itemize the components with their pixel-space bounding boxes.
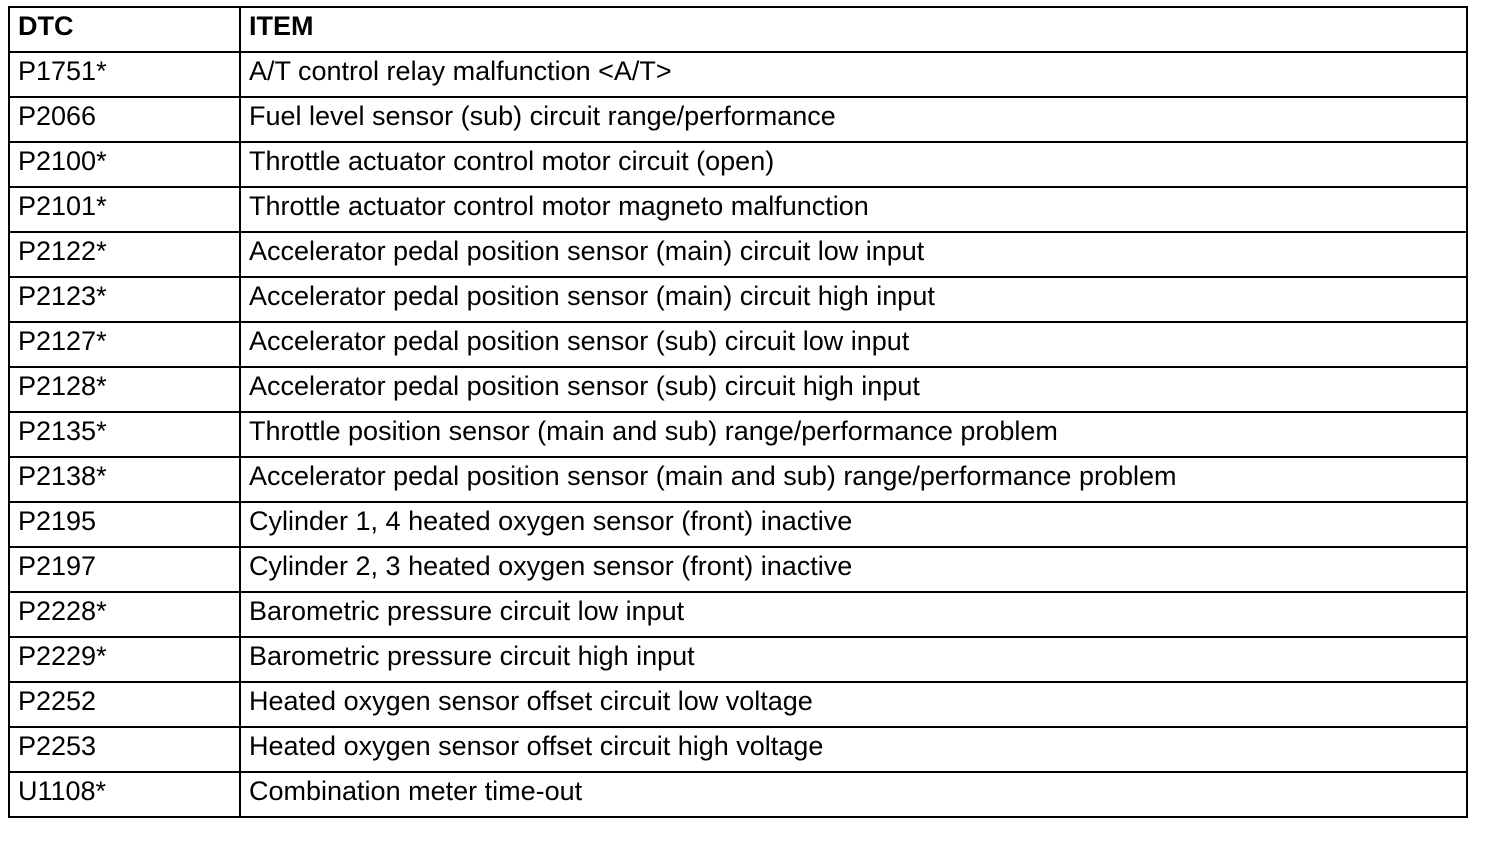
table-row [9, 637, 1467, 682]
table-row [9, 682, 1467, 727]
item-description-cell: Accelerator pedal position sensor (sub) circuit high input [240, 367, 1467, 412]
dtc-code-cell: P2066 [9, 97, 240, 142]
item-description-cell: Heated oxygen sensor offset circuit high voltage [240, 727, 1467, 772]
dtc-table [8, 6, 1468, 818]
dtc-code-cell: P2123* [9, 277, 240, 322]
column-header-item: ITEM [240, 7, 1467, 52]
dtc-code-cell: P1751* [9, 52, 240, 97]
dtc-code-cell: P2128* [9, 367, 240, 412]
dtc-code-cell: U1108* [9, 772, 240, 817]
item-description-cell: Throttle position sensor (main and sub) range/performance problem [240, 412, 1467, 457]
item-description-cell: A/T control relay malfunction <A/T> [240, 52, 1467, 97]
table-header-row [9, 7, 1467, 52]
table-row [9, 52, 1467, 97]
table-row [9, 322, 1467, 367]
item-description-cell: Cylinder 1, 4 heated oxygen sensor (front) inactive [240, 502, 1467, 547]
table-row [9, 187, 1467, 232]
dtc-code-cell: P2253 [9, 727, 240, 772]
dtc-code-cell: P2122* [9, 232, 240, 277]
dtc-code-cell: P2135* [9, 412, 240, 457]
dtc-code-cell: P2100* [9, 142, 240, 187]
dtc-code-cell: P2229* [9, 637, 240, 682]
item-description-cell: Accelerator pedal position sensor (main) circuit low input [240, 232, 1467, 277]
table-body [9, 52, 1467, 817]
dtc-code-cell: P2228* [9, 592, 240, 637]
column-header-dtc: DTC [9, 7, 240, 52]
item-description-cell: Heated oxygen sensor offset circuit low voltage [240, 682, 1467, 727]
item-description-cell: Throttle actuator control motor circuit (open) [240, 142, 1467, 187]
dtc-code-cell: P2138* [9, 457, 240, 502]
table-row [9, 772, 1467, 817]
item-description-cell: Barometric pressure circuit high input [240, 637, 1467, 682]
table-row [9, 277, 1467, 322]
item-description-cell: Fuel level sensor (sub) circuit range/performance [240, 97, 1467, 142]
dtc-code-cell: P2195 [9, 502, 240, 547]
item-description-cell: Throttle actuator control motor magneto malfunction [240, 187, 1467, 232]
table-row [9, 412, 1467, 457]
table-row [9, 727, 1467, 772]
table-row [9, 457, 1467, 502]
item-description-cell: Accelerator pedal position sensor (main and sub) range/performance problem [240, 457, 1467, 502]
item-description-cell: Cylinder 2, 3 heated oxygen sensor (front) inactive [240, 547, 1467, 592]
table-row [9, 547, 1467, 592]
table-row [9, 592, 1467, 637]
item-description-cell: Accelerator pedal position sensor (main) circuit high input [240, 277, 1467, 322]
item-description-cell: Accelerator pedal position sensor (sub) circuit low input [240, 322, 1467, 367]
dtc-code-cell: P2127* [9, 322, 240, 367]
dtc-code-cell: P2197 [9, 547, 240, 592]
item-description-cell: Combination meter time-out [240, 772, 1467, 817]
table-row [9, 502, 1467, 547]
table-row [9, 142, 1467, 187]
table-row [9, 367, 1467, 412]
table-row [9, 97, 1467, 142]
dtc-code-cell: P2101* [9, 187, 240, 232]
table-row [9, 232, 1467, 277]
item-description-cell: Barometric pressure circuit low input [240, 592, 1467, 637]
dtc-code-cell: P2252 [9, 682, 240, 727]
